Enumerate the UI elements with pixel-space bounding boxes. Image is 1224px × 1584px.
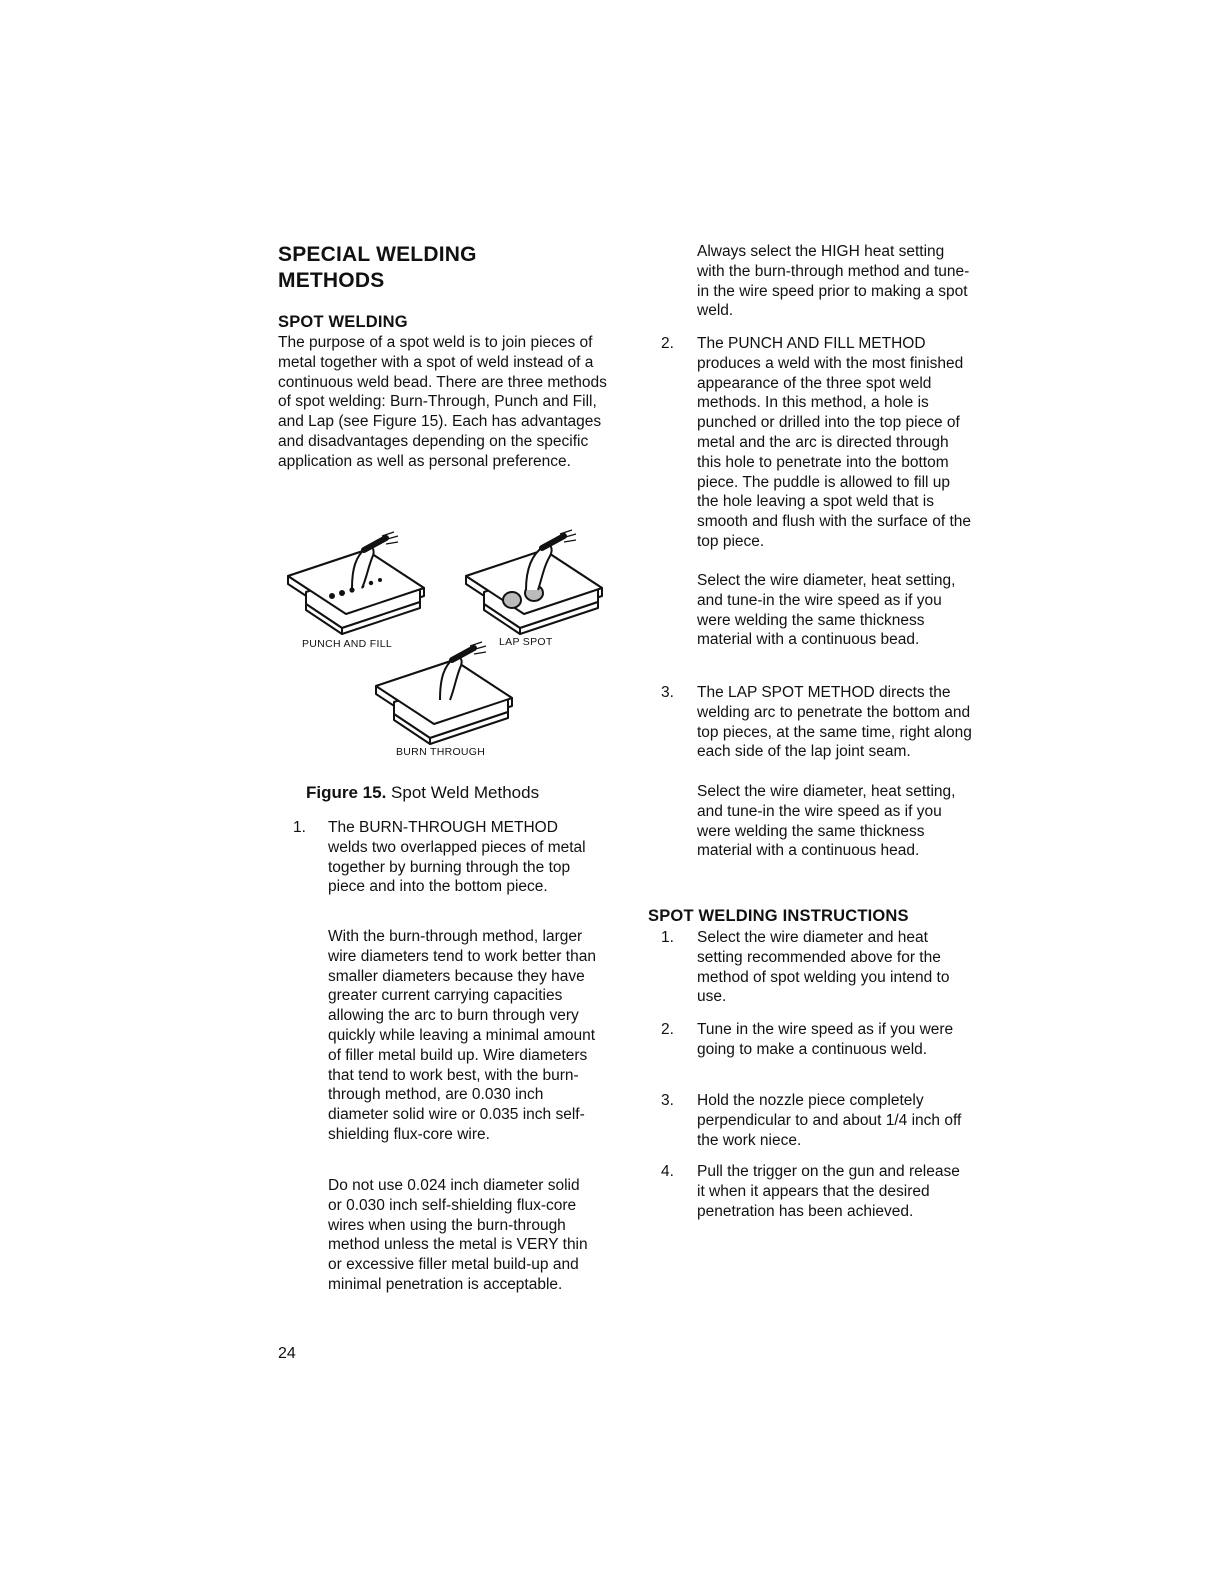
instruction-3-text: Hold the nozzle piece completely perpendicular to and about 1/4 inch off the work niece. [697,1092,962,1149]
page-title-line-2: METHODS [278,269,385,292]
figure-caption-number: Figure 15. [306,783,387,802]
method-3-number: 3. [661,684,674,701]
method-2-paragraph-2: Select the wire diameter, heat setting, and tune-in the wire speed as if you were welding the same thickness material with a continuous bead. [697,572,956,649]
method-1-number: 1. [293,819,306,836]
instruction-2-text: Tune in the wire speed as if you were going to make a continuous weld. [697,1021,954,1058]
label-punch-and-fill: PUNCH AND FILL [302,638,392,650]
punch-and-fill-illustration [288,532,424,634]
method-1-paragraph-2: With the burn-through method, larger wire diameters tend to work better than smaller diameters because they have greater current carrying capacities allowing the arc to burn through very quickly while leaving a minimal amount of filler metal build up. Wire diameters that tend to work best, with the burn-through method, are 0.030 inch diameter solid wire or 0.035 inch self-shielding flux-core wire. [328,928,596,1143]
page-title-line-1: SPECIAL WELDING [278,243,477,266]
method-3-text: The LAP SPOT METHOD directs the welding arc to penetrate the bottom and top pieces, at the same time, right along each side of the lap joint seam. [697,684,972,761]
method-2-number: 2. [661,335,674,352]
label-lap-spot: LAP SPOT [499,636,553,648]
label-burn-through: BURN THROUGH [396,746,486,758]
intro-paragraph: The purpose of a spot weld is to join pieces of metal together with a spot of weld instead of a continuous weld bead. There are three methods of spot welding: Burn-Through, Punch and Fill, and Lap (see Figure 15). Each has advantages and disadvantages depending on the specific application as well as personal preference. [278,334,607,470]
method-1-paragraph-3: Do not use 0.024 inch diameter solid or 0.030 inch self-shielding flux-core wires when using the burn-through method unless the metal is VERY thin or excessive filler metal build-up and minimal penetration is acceptable. [328,1177,588,1293]
instruction-4-text: Pull the trigger on the gun and release it when it appears that the desired penetration has been achieved. [697,1163,960,1220]
method-3-paragraph-2: Select the wire diameter, heat setting, and tune-in the wire speed as if you were welding the same thickness material with a continuous head. [697,783,956,860]
method-2-text: The PUNCH AND FILL METHOD produces a weld with the most finished appearance of the three spot weld methods. In this method, a hole is punched or drilled into the top piece of metal and the arc is directed through this hole to penetrate into the bottom piece. The puddle is allowed to fill up the hole leaving a spot weld that is smooth and flush with the surface of the top piece. [697,335,971,550]
section-heading-spot-welding: SPOT WELDING [278,313,408,331]
figure-caption-text: Spot Weld Methods [386,783,540,802]
page-title [278,242,638,294]
instruction-1-number: 1. [661,929,674,946]
section-heading-instructions: SPOT WELDING INSTRUCTIONS [648,907,909,925]
method-1-text: The BURN-THROUGH METHOD welds two overlapped pieces of metal together by burning through the top piece and into the bottom piece. [328,819,586,896]
page-number: 24 [278,1345,296,1362]
lap-spot-illustration [466,530,602,634]
figure-caption [306,783,539,803]
instruction-3-number: 3. [661,1092,674,1109]
method-1-paragraph-4: Always select the HIGH heat setting with the burn-through method and tune-in the wire speed prior to making a spot weld. [697,243,970,320]
instruction-4-number: 4. [661,1163,674,1180]
burn-through-illustration [376,642,512,744]
instruction-2-number: 2. [661,1021,674,1038]
instruction-1-text: Select the wire diameter and heat setting recommended above for the method of spot welding you intend to use. [697,929,950,1006]
